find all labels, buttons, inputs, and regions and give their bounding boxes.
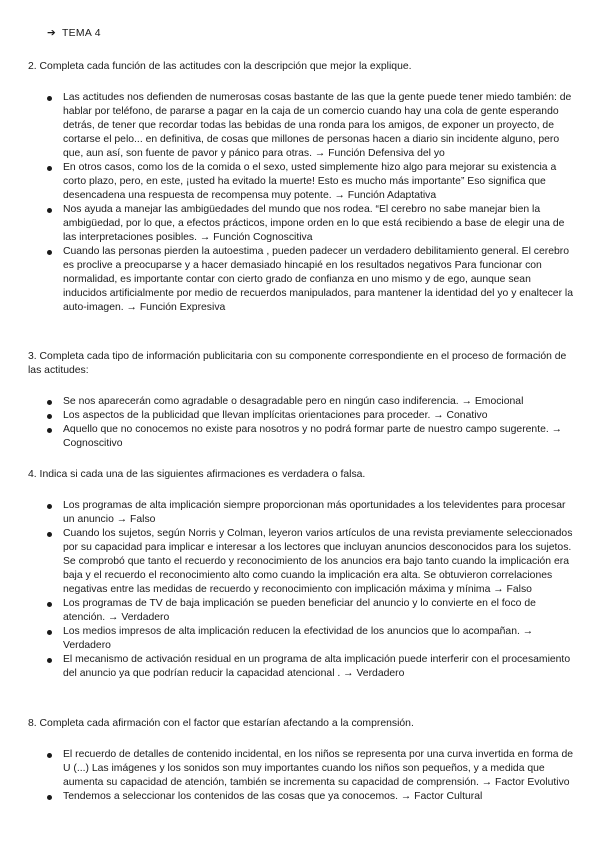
list-item-text: Los programas de TV de baja implicación se pueden beneficiar del anuncio y lo convierte en el foco de atención. → Verdadero <box>63 598 536 623</box>
bullet-icon <box>47 400 52 405</box>
list-item-text: Se nos aparecerán como agradable o desagradable pero en ningún caso indiferencia. → Emocional <box>63 396 524 407</box>
bullet-icon <box>47 630 52 635</box>
list-item-text: El recuerdo de detalles de contenido incidental, en los niños se representa por una curva invertida en forma de U (...) Las imágenes y los sonidos son muy importantes cuando los niños son pequeños, y a medida que aumenta su capacidad de atención, también se incrementa su capacidad de comprensión. → Factor Evolutivo <box>63 749 574 788</box>
bullet-icon <box>47 658 52 663</box>
question-8-text: 8. Completa cada afirmación con el factor que estarían afectando a la comprensión. <box>28 718 414 729</box>
question-2-text: 2. Completa cada función de las actitudes con la descripción que mejor la explique. <box>28 61 412 72</box>
list-item-text: Cuando las personas pierden la autoestima , pueden padecer un verdadero debilitamiento general. El cerebro es proclive a preocuparse y a hacer demasiado hincapié en los resultados negativos Para funcionar con normalidad, es importante contar con cierto grado de confianza en uno mismo y de ego, aunque sean inducidos artificialmente por medio de recuerdos manipulados, para mantener la identidad del yo y enaltecer la auto-imagen. → Función Expresiva <box>63 246 574 313</box>
arrow-icon: ➔ <box>47 28 57 39</box>
question-8 <box>28 717 576 804</box>
list-item-text: Los medios impresos de alta implicación reducen la efectividad de los anuncios que lo acompañan. → Verdadero <box>63 626 534 651</box>
section-heading <box>47 27 101 41</box>
list-item-text: Las actitudes nos defienden de numerosas cosas bastante de las que la gente puede tener miedo también: de hablar por teléfono, de pararse a pagar en la caja de un comercio cuando hay una cola de gente esperando detrás, de tener que recordar todas las bebidas de una ronda para los amigos, de exponer un proyecto, de cortarse el pelo... en definitiva, de cosas que millones de personas hacen a diario sin incidente alguno, pero que, aun así, son fuente de pavor y pánico para otras. → Función Defensiva del yo <box>63 92 572 159</box>
list-item <box>28 245 576 315</box>
bullet-icon <box>47 753 52 758</box>
list-item-text: Los programas de alta implicación siempre proporcionan más oportunidades a los televidentes para procesar un anuncio → Falso <box>63 500 566 525</box>
list-item <box>28 527 576 597</box>
list-item <box>28 748 576 790</box>
list-item-text: Nos ayuda a manejar las ambigüedades del mundo que nos rodea. “El cerebro no sabe manejar bien la ambigüedad, por lo que, a efectos prácticos, impone orden en lo que está recibiendo a base de elegir una de las interpretaciones posibles. → Función Cognoscitiva <box>63 204 565 243</box>
bullet-icon <box>47 250 52 255</box>
list-item <box>28 790 576 804</box>
list-item <box>28 625 576 653</box>
bullet-icon <box>47 166 52 171</box>
question-3 <box>28 350 576 451</box>
heading-label: TEMA 4 <box>62 28 101 39</box>
list-item-text: Cuando los sujetos, según Norris y Colman, leyeron varios artículos de una revista previamente seleccionados por su capacidad para implicar e interesar a los lectores que incluyan anuncios desconocidos para los sujetos. Se comprobó que tanto el recuerdo y reconocimiento de los anuncios era bajo tanto cuando la implicación era baja y el recuerdo el reconocimiento alto como cuando la implicación era alta. Se obtuvieron correlaciones negativas entre las medidas de recuerdo y reconocimiento con implicación máxima y mínima → Falso <box>63 528 573 595</box>
bullet-icon <box>47 504 52 509</box>
question-4-list <box>28 499 576 681</box>
question-8-list <box>28 748 576 804</box>
bullet-icon <box>47 532 52 537</box>
question-2-list <box>28 91 576 315</box>
list-item <box>28 597 576 625</box>
list-item <box>28 161 576 203</box>
question-4 <box>28 468 576 681</box>
list-item <box>28 409 576 423</box>
list-item-text: Tendemos a seleccionar los contenidos de las cosas que ya conocemos. → Factor Cultural <box>63 791 483 802</box>
bullet-icon <box>47 208 52 213</box>
list-item <box>28 423 576 451</box>
list-item <box>28 499 576 527</box>
list-item <box>28 203 576 245</box>
question-3-text: 3. Completa cada tipo de información publicitaria con su componente correspondiente en el proceso de formación de las actitudes: <box>28 351 567 376</box>
list-item <box>28 395 576 409</box>
bullet-icon <box>47 795 52 800</box>
bullet-icon <box>47 414 52 419</box>
question-2 <box>28 60 576 315</box>
bullet-icon <box>47 428 52 433</box>
list-item-text: En otros casos, como los de la comida o el sexo, usted simplemente hizo algo para mejorar su existencia a corto plazo, pero, en este, ¡usted ha evitado la muerte! Esto es mucho más importante” Eso significa que desencadena una respuesta de recompensa muy potente. → Función Adaptativa <box>63 162 557 201</box>
list-item <box>28 653 576 681</box>
question-3-list <box>28 395 576 451</box>
list-item-text: Aquello que no conocemos no existe para nosotros y no podrá formar parte de nuestro campo sugerente. → Cognoscitivo <box>63 424 563 449</box>
bullet-icon <box>47 602 52 607</box>
question-4-text: 4. Indica si cada una de las siguientes afirmaciones es verdadera o falsa. <box>28 469 366 480</box>
bullet-icon <box>47 96 52 101</box>
list-item <box>28 91 576 161</box>
list-item-text: El mecanismo de activación residual en un programa de alta implicación puede interferir con el procesamiento del anuncio ya que podrían reducir la capacidad atencional . → Verdadero <box>63 654 571 679</box>
list-item-text: Los aspectos de la publicidad que llevan implícitas orientaciones para proceder. → Conativo <box>63 410 488 421</box>
